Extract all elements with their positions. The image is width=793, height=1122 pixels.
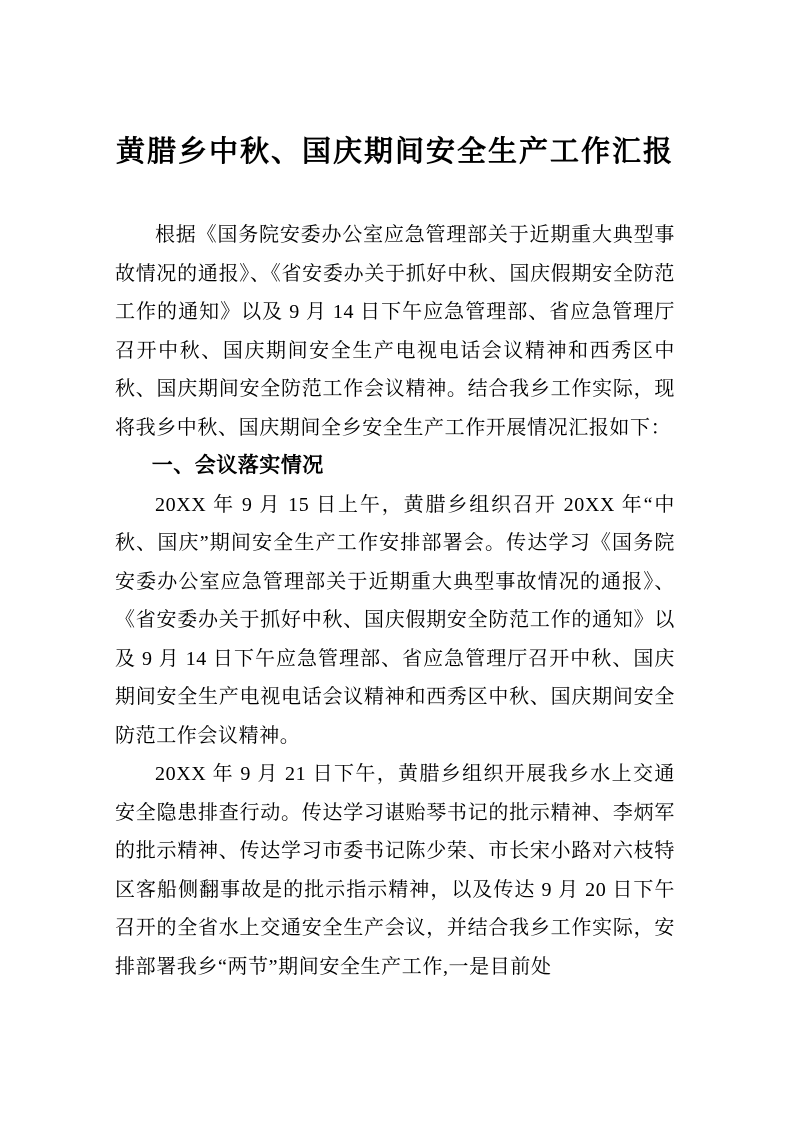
section-heading-meeting-implementation: 一、会议落实情况 [151, 454, 324, 477]
paragraph-meeting-sep-21: 20XX 年 9 月 21 日下午，黄腊乡组织开展我乡水上交通安全隐患排查行动。传达学习谌贻琴书记的批示精神、李炳军的批示精神、传达学习市委书记陈少荣、市长宋小路对六枝特区客船侧翻事故是的批示指示精神，以及传达 9 月 20 日下午召开的全省水上交通安全生产会议，并结合我乡工作实际，安排部署我乡“两节”期间安全生产工作,一是目前处 [115, 763, 675, 978]
paragraph-intro: 根据《国务院安委办公室应急管理部关于近期重大典型事故情况的通报》、《省安委办关于抓好中秋、国庆假期安全防范工作的通知》以及 9 月 14 日下午应急管理部、省应急管理厅召开中秋、国庆期间安全生产电视电话会议精神和西秀区中秋、国庆期间安全防范工作会议精神。结合我乡工作实际，现将我乡中秋、国庆期间全乡安全生产工作开展情况汇报如下： [115, 224, 675, 439]
paragraph-meeting-sep-15: 20XX 年 9 月 15 日上午，黄腊乡组织召开 20XX 年“中秋、国庆”期间安全生产工作安排部署会。传达学习《国务院安委办公室应急管理部关于近期重大典型事故情况的通报》、《省安委办关于抓好中秋、国庆假期安全防范工作的通知》以及 9 月 14 日下午应急管理部、省应急管理厅召开中秋、国庆期间安全生产电视电话会议精神和西秀区中秋、国庆期间安全防范工作会议精神。 [115, 493, 675, 747]
document-title: 黄腊乡中秋、国庆期间安全生产工作汇报 [115, 136, 674, 168]
